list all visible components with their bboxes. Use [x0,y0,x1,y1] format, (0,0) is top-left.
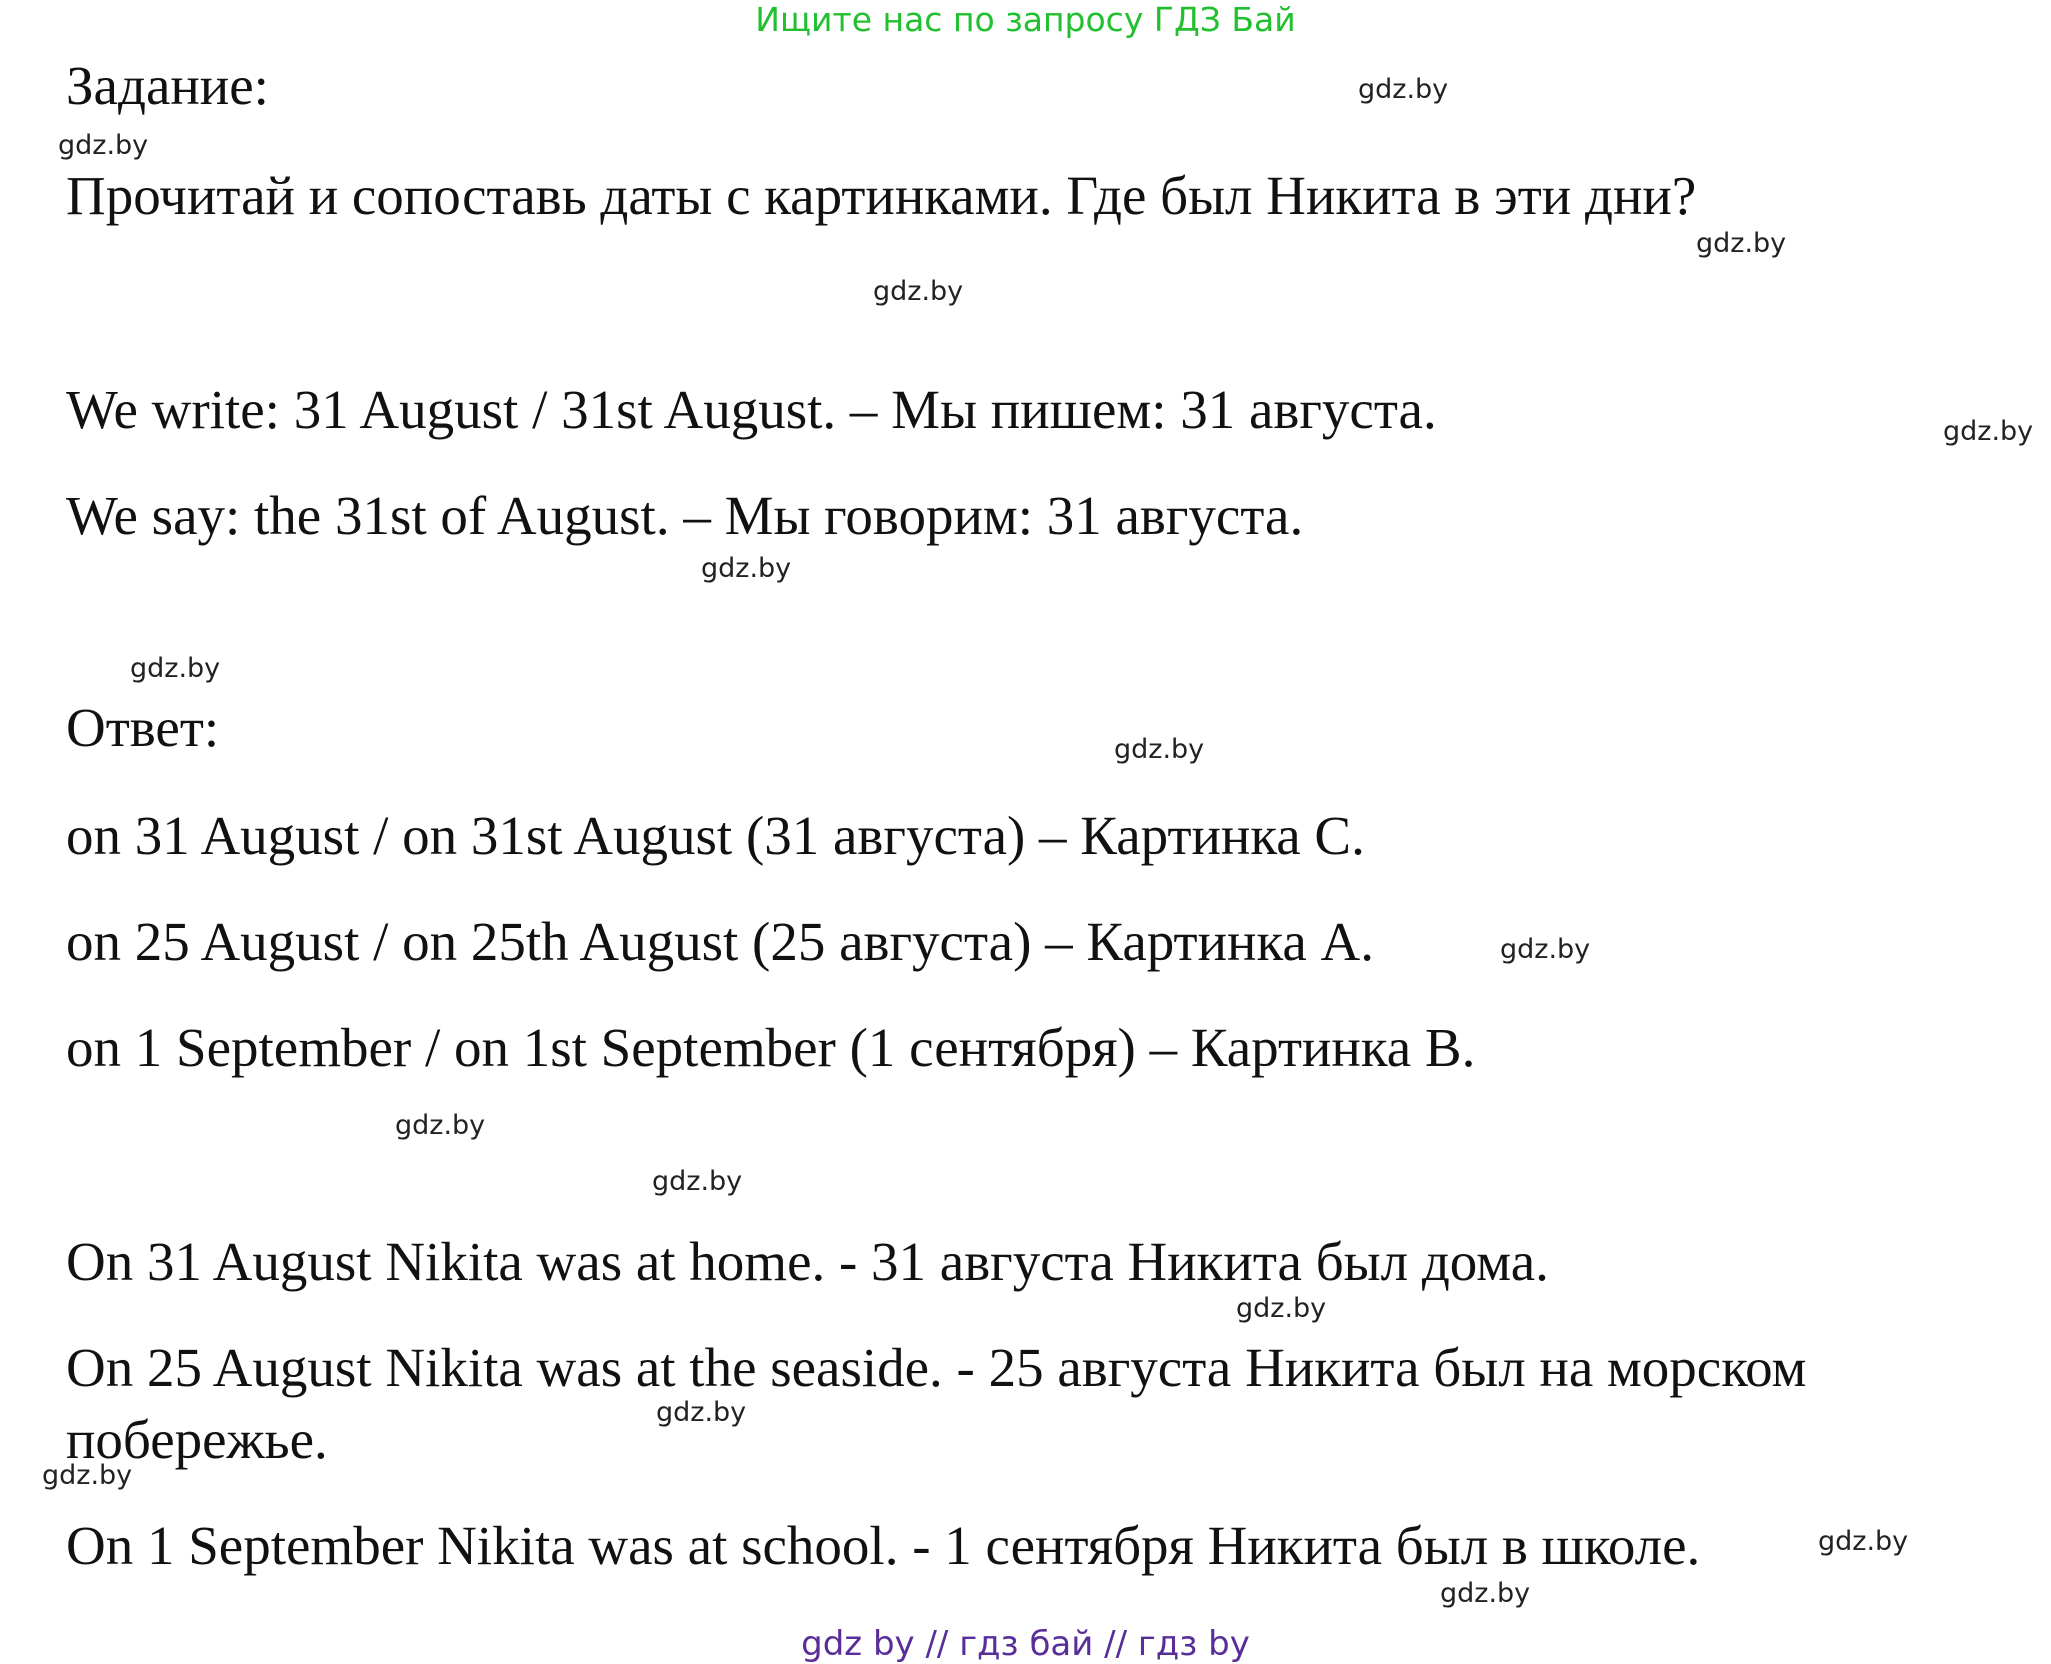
sentence-line-1: On 31 August Nikita was at home. - 31 августа Никита был дома. [66,1231,1549,1292]
watermark-text: gdz.by [1440,1578,1531,1609]
watermark-text: gdz.by [1696,228,1787,259]
watermark-text: gdz.by [58,130,149,161]
search-hint-link[interactable]: Ищите нас по запросу ГДЗ Бай [755,0,1296,39]
watermark-text: gdz.by [130,653,221,684]
watermark-text: gdz.by [701,553,792,584]
sentence-line-2-continued: побережье. [66,1409,328,1470]
watermark-text: gdz.by [42,1460,133,1491]
watermark-text: gdz.by [656,1397,747,1428]
watermark-text: gdz.by [652,1166,743,1197]
watermark-text: gdz.by [1358,74,1449,105]
watermark-text: gdz.by [1818,1526,1909,1557]
watermark-text: gdz.by [873,276,964,307]
watermark-text: gdz.by [1943,416,2034,447]
footer-links[interactable]: gdz by // гдз бай // гдз by [801,1624,1250,1664]
match-line-2: on 25 August / on 25th August (25 августа) – Картинка А. [66,911,1374,972]
watermark-text: gdz.by [1236,1293,1327,1324]
answer-heading: Ответ: [66,697,220,758]
match-line-3: on 1 September / on 1st September (1 сентября) – Картинка В. [66,1017,1476,1078]
watermark-text: gdz.by [395,1110,486,1141]
match-line-1: on 31 August / on 31st August (31 августа) – Картинка С. [66,805,1365,866]
note-write: We write: 31 August / 31st August. – Мы пишем: 31 августа. [66,379,1437,440]
sentence-line-3: On 1 September Nikita was at school. - 1 сентября Никита был в школе. [66,1515,1701,1576]
task-instruction: Прочитай и сопоставь даты с картинками. Где был Никита в эти дни? [66,165,1697,226]
watermark-text: gdz.by [1500,934,1591,965]
note-say: We say: the 31st of August. – Мы говорим: 31 августа. [66,485,1304,546]
sentence-line-2: On 25 August Nikita was at the seaside. - 25 августа Никита был на морском [66,1337,1807,1398]
task-heading: Задание: [66,55,269,116]
watermark-text: gdz.by [1114,734,1205,765]
